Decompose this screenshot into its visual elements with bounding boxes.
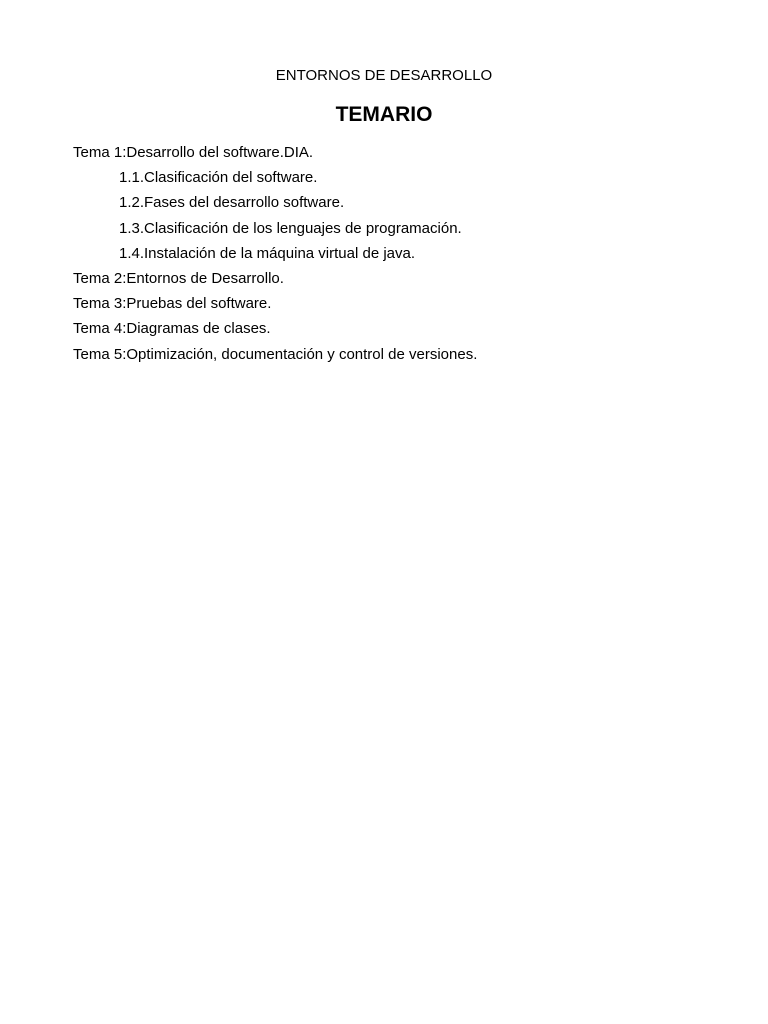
toc-topic-4: Tema 4:Diagramas de clases. [73,320,271,338]
toc-topic-1: Tema 1:Desarrollo del software.DIA. [73,144,314,161]
page-title: TEMARIO [335,103,433,126]
table-of-contents [73,140,713,367]
toc-topic-3: Tema 3:Pruebas del software. [73,295,272,313]
toc-subtopic-1-1: 1.1.Clasificación del software. [119,169,318,187]
document-header: ENTORNOS DE DESARROLLO [275,67,493,84]
toc-topic-2: Tema 2:Entornos de Desarrollo. [73,270,284,288]
toc-subtopic-1-3: 1.3.Clasificación de los lenguajes de programación. [119,219,462,237]
toc-topic-5: Tema 5:Optimización, documentación y control de versiones. [73,345,478,363]
toc-subtopic-1-2: 1.2.Fases del desarrollo software. [119,194,345,212]
toc-subtopic-1-4: 1.4.Instalación de la máquina virtual de java. [119,244,416,262]
